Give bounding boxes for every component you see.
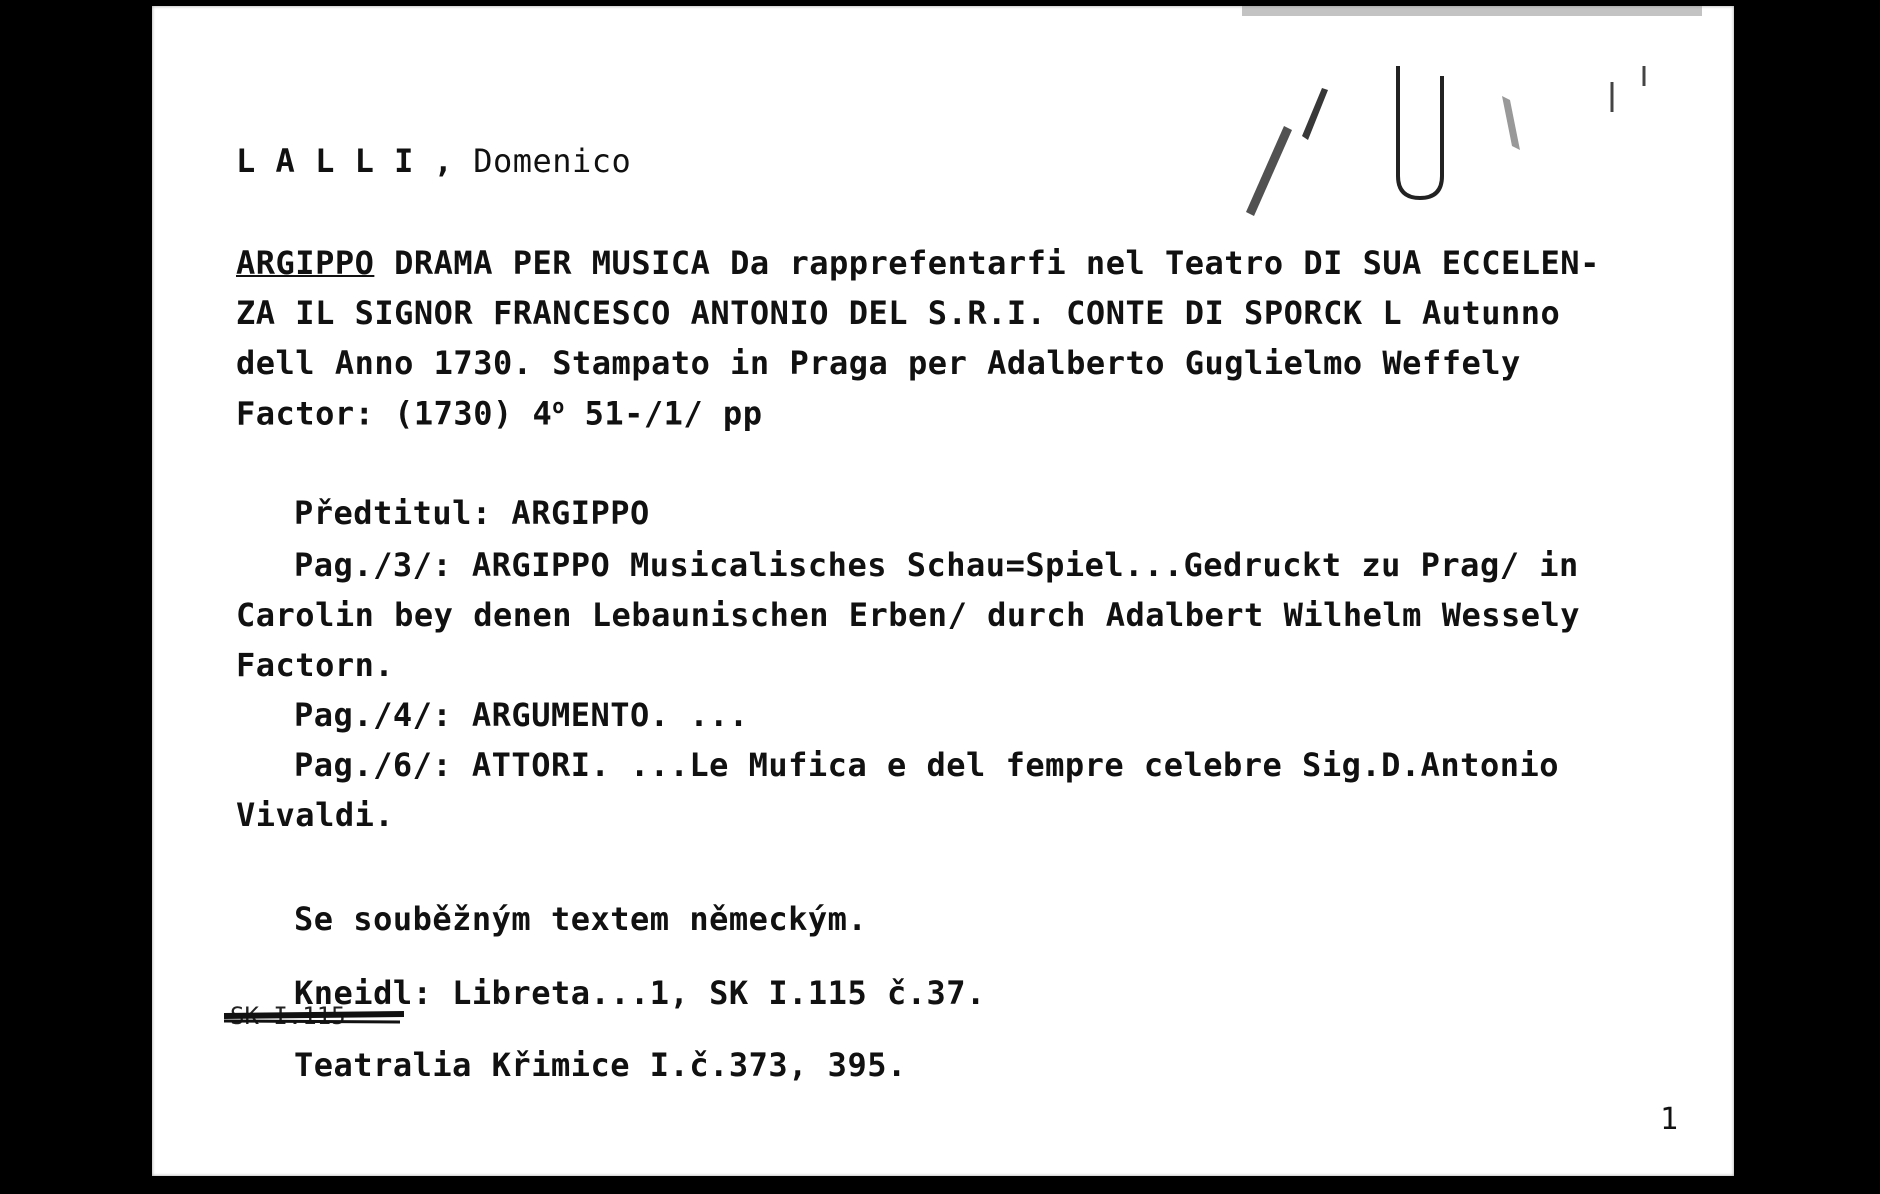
pag6-line-1: Pag./6/: ATTORI. ...Le Mufica e del fempre celebre Sig.D.Antonio (294, 746, 1559, 784)
author-surname: L A L L I (236, 142, 414, 180)
pag3-line-2: Carolin bey denen Lebaunischen Erben/ durch Adalbert Wilhelm Wessely (236, 596, 1581, 634)
struck-out-text (224, 1004, 404, 1030)
catalog-card (152, 6, 1734, 1176)
title-line-3: dell Anno 1730. Stampato in Praga per Adalberto Guglielmo Weffely (236, 344, 1521, 382)
predtitul-line: Předtitul: ARGIPPO (294, 494, 650, 532)
pag3-line-1: Pag./3/: ARGIPPO Musicalisches Schau=Spiel...Gedruckt zu Prag/ in (294, 546, 1579, 584)
pag4-line: Pag./4/: ARGUMENTO. ... (294, 696, 749, 734)
format-superscript: o (552, 394, 565, 418)
teatralia-reference: Teatralia Křimice I.č.373, 395. (294, 1046, 907, 1084)
title-line-2: ZA IL SIGNOR FRANCESCO ANTONIO DEL S.R.I. CONTE DI SPORCK L Autunno (236, 294, 1561, 332)
author-first-name: Domenico (473, 142, 632, 180)
kneidl-reference: Kneidl: Libreta...1, SK I.115 č.37. (294, 974, 986, 1012)
page-number: 1 (1660, 1102, 1679, 1137)
author-heading: L A L L I , Domenico (236, 142, 632, 180)
pag6-line-2: Vivaldi. (236, 796, 395, 834)
title-main: ARGIPPO (236, 244, 375, 282)
paperclip-shadow-marks (1242, 6, 1702, 226)
pag3-line-3: Factorn. (236, 646, 395, 684)
parallel-text-note: Se souběžným textem německým. (294, 900, 868, 938)
title-line-4: Factor: (1730) 4$^o$ 51-/1/ pp (236, 394, 763, 433)
title-line-1: ARGIPPO DRAMA PER MUSICA Da rapprefentarfi nel Teatro DI SUA ECCELEN- (236, 244, 1600, 282)
